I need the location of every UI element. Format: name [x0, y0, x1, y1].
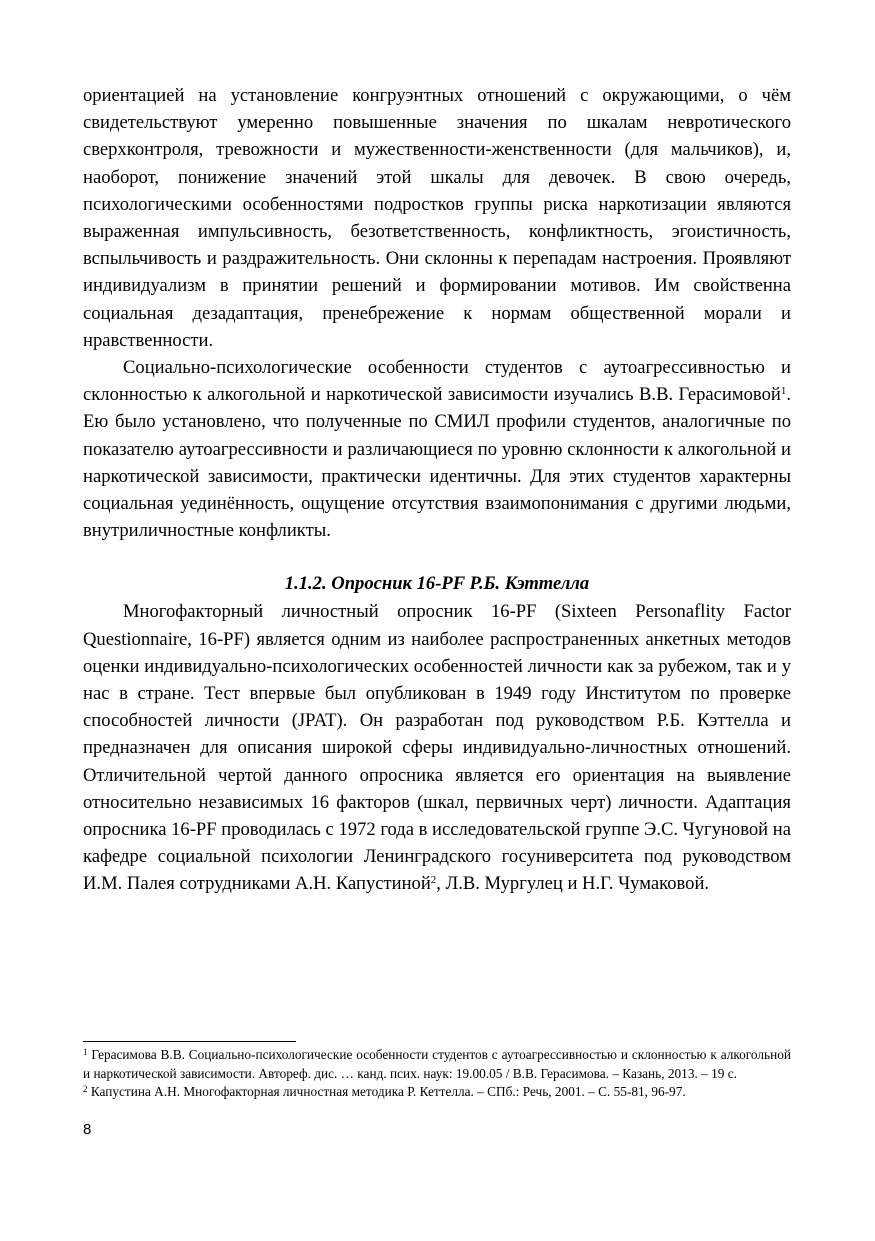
paragraph-3-text-end: , Л.В. Мургулец и Н.Г. Чумаковой. — [436, 873, 710, 895]
footnote-ref-2[interactable]: 2 — [430, 874, 437, 887]
paragraph-2-text-end: . Ею было установлено, что полученные по СМИЛ профили студентов, аналогичные по показателю аутоагрессивности и различающиеся по уровню склонности к алкогольной и наркотической зависимости, практически идентичны. Для этих студентов характерны социальная уединённость, ощущение отсутствия взаимопонимания с другими людьми, внутриличностные конфликты. — [83, 384, 791, 542]
footnote-1-text: Герасимова В.В. Социально-психологические особенности студентов с аутоагрессивностью и склонностью к алкогольной и наркотической зависимости. Автореф. дис. … канд. псих. наук: 19.00.05 / В.В. Герасимова. – Казань, 2013. – 19 с. — [83, 1047, 791, 1081]
paragraph-2-text-start: Социально-психологические особенности студентов с аутоагрессивностью и склонностью к алкогольной и наркотической зависимости изучались В.В. Герасимовой — [83, 357, 791, 406]
footnote-separator — [83, 1041, 296, 1042]
footnote-2 — [83, 1083, 791, 1102]
section-heading: 1.1.2. Опросник 16-PF Р.Б. Кэттелла — [284, 573, 590, 595]
footnotes — [83, 1046, 791, 1102]
footnote-ref-1[interactable]: 1 — [780, 385, 787, 398]
paragraph-1 — [83, 82, 791, 354]
page-body — [83, 82, 791, 898]
paragraph-1-text: ориентацией на установление конгруэнтных отношений с окружающими, о чём свидетельствуют умеренно повышенные значения по шкалам невротического сверхконтроля, тревожности и мужественности-женственности (для мальчиков), и, наоборот, понижение значений этой шкалы для девочек. В свою очередь, психологическими особенностями подростков группы риска наркотизации являются выраженная импульсивность, безответственность, конфликтность, эгоистичность, вспыльчивость и раздражительность. Они склонны к перепадам настроения. Проявляют индивидуализм в принятии решений и формировании мотивов. Им свойственна социальная дезадаптация, пренебрежение к нормам общественной морали и нравственности. — [83, 85, 791, 351]
footnote-2-number: 2 — [83, 1084, 88, 1095]
footnote-1 — [83, 1046, 791, 1083]
page-number: 8 — [83, 1121, 92, 1138]
paragraph-3-text-start: Многофакторный личностный опросник 16-PF (Sixteen Personaflity Factor Questionnaire, 16-PF) является одним из наиболее распространенных анкетных методов оценки индивидуально-психологических особенностей личности как за рубежом, так и у нас в стране. Тест впервые был опубликован в 1949 году Институтом по проверке способностей личности (JPAT). Он разработан под руководством Р.Б. Кэттелла и предназначен для описания широкой сферы индивидуально-личностных отношений. Отличительной чертой данного опросника является его ориентация на выявление относительно независимых 16 факторов (шкал, первичных черт) личности. Адаптация опросника 16-PF проводилась с 1972 года в исследовательской группе Э.С. Чугуновой на кафедре социальной психологии Ленинградского госуниверситета под руководством И.М. Палея сотрудниками А.Н. Капустиной — [83, 601, 791, 895]
footnote-2-text: Капустина А.Н. Многофакторная личностная методика Р. Кеттелла. – СПб.: Речь, 2001. – С. 55-81, 96-97. — [87, 1084, 686, 1100]
footnote-1-number: 1 — [83, 1047, 88, 1057]
paragraph-3 — [83, 598, 791, 897]
paragraph-2 — [83, 354, 791, 544]
